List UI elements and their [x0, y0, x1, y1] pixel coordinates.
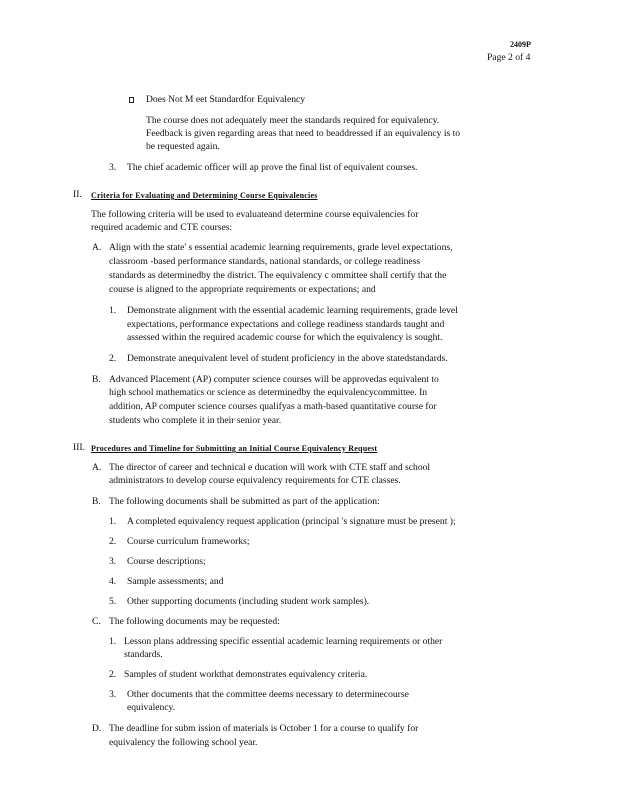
list-number: 1. — [109, 516, 117, 527]
list-letter: B. — [92, 374, 101, 385]
paragraph-line: equivalency the following school year. — [109, 737, 258, 748]
list-item-text: The chief academic officer will ap prove the final list of equivalent courses. — [127, 162, 418, 173]
bullet-title: Does Not M eet Standardfor Equivalency — [146, 94, 306, 105]
list-number: 1. — [109, 305, 117, 316]
list-number: 3. — [109, 689, 117, 700]
paragraph-line: standards as determinedby the district. The equivalency c ommittee shall certify that the — [109, 270, 447, 281]
bullet-text-line: Feedback is given regarding areas that need to beaddressed if an equivalency is to — [146, 128, 461, 139]
list-letter: B. — [92, 496, 101, 507]
paragraph-line: Demonstrate anequivalent level of student proficiency in the above statedstandards. — [127, 353, 448, 364]
paragraph-line: expectations, performance expectations and college readiness standards taught and — [127, 319, 445, 330]
list-letter: D. — [92, 723, 102, 734]
paragraph-line: equivalency. — [127, 702, 176, 713]
list-letter: A. — [92, 242, 102, 253]
list-item-text: Sample assessments; and — [127, 576, 224, 587]
paragraph-line: Align with the state' s essential academic learning requirements, grade level expectations, — [109, 242, 453, 253]
list-number: 2. — [109, 353, 117, 364]
bullet-square-icon — [129, 97, 134, 103]
bullet-text-line: be requested again. — [146, 141, 220, 152]
paragraph-line: administrators to develop course equivalency requirements for CTE classes. — [109, 475, 401, 486]
list-number: 1. — [109, 636, 117, 647]
paragraph-line: Demonstrate alignment with the essential academic learning requirements, grade level — [127, 305, 458, 316]
paragraph-line: The deadline for subm ission of materials is October 1 for a course to qualify for — [109, 723, 419, 734]
paragraph-line: classroom -based performance standards, national standards, or college readiness — [109, 256, 421, 267]
paragraph-line: students who complete it in their senior year. — [109, 415, 282, 426]
paragraph-line: The following criteria will be used to evaluateand determine course equivalencies for — [91, 209, 419, 220]
paragraph-line: high school mathematics or science as determinedby the equivalencycommittee. In — [109, 387, 428, 398]
paragraph-line: required academic and CTE courses: — [91, 222, 233, 233]
paragraph-line: The following documents may be requested: — [109, 616, 280, 627]
section-heading: Procedures and Timeline for Submitting an Initial Course Equivalency Request — [91, 444, 378, 453]
document-id: 2409P — [510, 40, 531, 49]
paragraph-line: addition, AP computer science courses qualifyas a math-based quantitative course for — [109, 401, 437, 412]
list-item-text: Course descriptions; — [127, 556, 206, 567]
paragraph-line: assessed within the required academic course for which the equivalency is sought. — [127, 332, 443, 343]
list-number: 5. — [109, 596, 117, 607]
list-letter: A. — [92, 462, 102, 473]
paragraph-line: Samples of student workthat demonstrates equivalency criteria. — [124, 669, 368, 680]
list-number: 2. — [109, 669, 117, 680]
paragraph-line: standards. — [124, 649, 163, 660]
page-number: Page 2 of 4 — [487, 52, 531, 63]
list-item-text: Other supporting documents (including student work samples). — [127, 596, 370, 607]
paragraph-line: Other documents that the committee deems necessary to determinecourse — [127, 689, 409, 700]
bullet-text-line: The course does not adequately meet the standards required for equivalency. — [146, 115, 440, 126]
list-number: 3. — [109, 162, 117, 173]
paragraph-line: Lesson plans addressing specific essential academic learning requirements or other — [124, 636, 443, 647]
section-heading: Criteria for Evaluating and Determining Course Equivalencies — [91, 191, 318, 200]
paragraph-line: The director of career and technical e ducation will work with CTE staff and school — [109, 462, 431, 473]
list-number: 3. — [109, 556, 117, 567]
section-numeral: II. — [73, 189, 82, 200]
list-item-text: A completed equivalency request application (principal 's signature must be present ); — [127, 516, 456, 527]
list-item-text: Course curriculum frameworks; — [127, 536, 250, 547]
paragraph-line: The following documents shall be submitted as part of the application: — [109, 496, 380, 507]
paragraph-line: Advanced Placement (AP) computer science courses will be approvedas equivalent to — [109, 374, 439, 385]
list-letter: C. — [92, 616, 101, 627]
list-number: 2. — [109, 536, 117, 547]
paragraph-line: course is aligned to the appropriate requirements or expectations; and — [109, 284, 376, 295]
list-number: 4. — [109, 576, 117, 587]
section-numeral: III. — [73, 442, 85, 453]
